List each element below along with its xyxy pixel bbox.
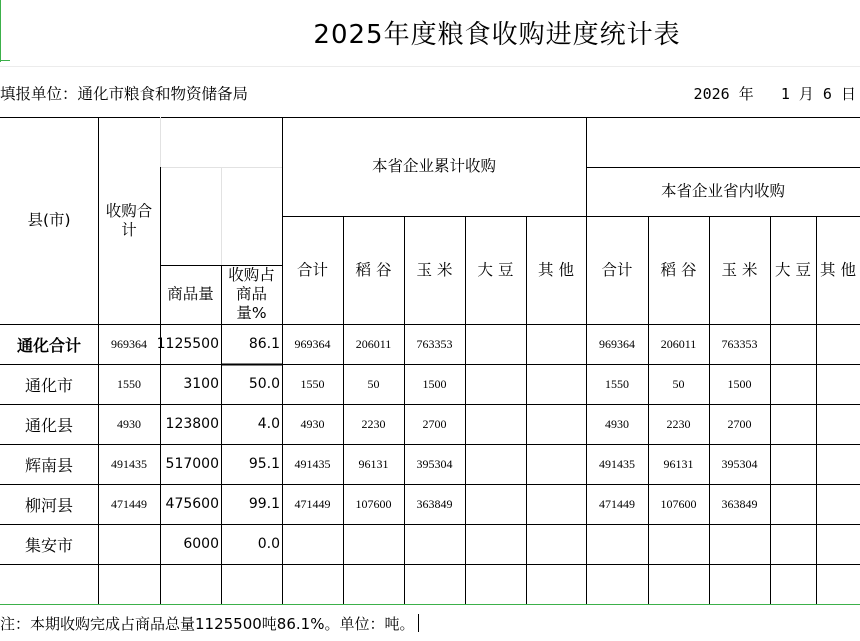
row-total-purchase: 471449 — [111, 496, 147, 511]
header-commodity: 商品量 — [167, 285, 214, 303]
row-prov-3 — [770, 404, 816, 444]
row-cum-0: 1550 — [300, 376, 325, 391]
row-prov-1: 50 — [672, 376, 685, 391]
footnote — [0, 613, 419, 634]
row-cum-3 — [465, 564, 526, 604]
header-cum-other: 其 他 — [538, 260, 574, 279]
row-prov-1: 206011 — [660, 336, 697, 351]
row-cum-1: 107600 — [355, 496, 392, 511]
row-county-name: 通化市 — [24, 375, 73, 395]
row-commodity: 1125500 — [156, 336, 219, 352]
date-month-label: 月 — [798, 85, 814, 103]
row-cum-1: 206011 — [355, 336, 392, 351]
row-cum-2: 395304 — [416, 456, 453, 471]
row-prov-2 — [709, 524, 770, 564]
header-cum-total: 合计 — [296, 260, 328, 279]
header-cum-rice: 稻 谷 — [355, 260, 392, 279]
row-prov-4 — [816, 364, 860, 404]
row-ratio: 0.0 — [257, 536, 280, 552]
row-commodity: 475600 — [165, 496, 219, 512]
row-total-purchase — [98, 524, 160, 564]
row-county-name: 集安市 — [24, 535, 73, 555]
row-prov-0: 1550 — [605, 376, 629, 391]
row-cum-4 — [526, 324, 586, 364]
row-cum-0: 491435 — [294, 456, 331, 471]
row-county-name: 通化县 — [24, 415, 73, 435]
row-cum-1 — [343, 524, 404, 564]
header-prov-soybean: 大 豆 — [775, 260, 811, 279]
row-prov-3 — [770, 524, 816, 564]
row-prov-4 — [816, 404, 860, 444]
row-cum-1 — [343, 564, 404, 604]
row-prov-2: 363849 — [721, 496, 758, 511]
row-cum-2: 2700 — [422, 416, 447, 431]
row-commodity: 3100 — [183, 376, 219, 392]
row-ratio — [221, 564, 282, 604]
header-county: 县(市) — [27, 211, 71, 229]
header-prov-rice: 稻 谷 — [660, 260, 697, 279]
footnote-text: 注：本期收购完成占商品总量1125500吨86.1%。单位：吨。 — [0, 615, 415, 633]
date-month: 1 — [780, 85, 790, 103]
row-total-purchase: 491435 — [111, 456, 147, 471]
row-cum-2 — [404, 564, 465, 604]
row-cum-2: 763353 — [416, 336, 453, 351]
row-prov-1 — [648, 564, 709, 604]
row-commodity: 123800 — [165, 416, 219, 432]
row-cum-0: 969364 — [294, 336, 331, 351]
row-prov-2: 763353 — [721, 336, 758, 351]
row-total-purchase: 1550 — [117, 376, 141, 391]
row-ratio: 50.0 — [248, 376, 280, 392]
header-cum-corn: 玉 米 — [416, 260, 453, 279]
row-cum-2: 1500 — [422, 376, 447, 391]
row-prov-0: 969364 — [599, 336, 635, 351]
row-cum-4 — [526, 524, 586, 564]
row-cum-2 — [404, 524, 465, 564]
report-date — [694, 83, 856, 104]
row-prov-3 — [770, 444, 816, 484]
row-prov-2: 395304 — [721, 456, 758, 471]
row-cum-1: 50 — [367, 376, 380, 391]
row-cum-0 — [282, 564, 343, 604]
sheet-bottom-edge — [0, 604, 860, 605]
date-day-label: 日 — [840, 85, 856, 103]
row-prov-1: 107600 — [660, 496, 697, 511]
row-prov-3 — [770, 364, 816, 404]
row-prov-4 — [816, 524, 860, 564]
row-ratio: 95.1 — [248, 456, 280, 472]
row-cum-4 — [526, 444, 586, 484]
header-cum-soybean: 大 豆 — [477, 260, 514, 279]
row-cum-3 — [465, 444, 526, 484]
date-year: 2026 — [693, 85, 730, 103]
row-prov-0: 4930 — [605, 416, 629, 431]
row-prov-2: 1500 — [727, 376, 752, 391]
row-prov-0 — [586, 564, 648, 604]
row-cum-4 — [526, 364, 586, 404]
row-cum-0: 471449 — [294, 496, 331, 511]
row-prov-3 — [770, 324, 816, 364]
date-day: 6 — [822, 85, 832, 103]
header-group-in-province: 本省企业省内收购 — [660, 182, 785, 200]
row-cum-0: 4930 — [300, 416, 325, 431]
row-commodity: 6000 — [183, 536, 219, 552]
page-title: 2025年度粮食收购进度统计表 — [313, 20, 681, 50]
row-prov-4 — [816, 564, 860, 604]
row-cum-4 — [526, 564, 586, 604]
header-prov-total: 合计 — [601, 260, 633, 279]
row-ratio: 86.1 — [248, 336, 280, 352]
row-county-name: 辉南县 — [24, 455, 73, 475]
row-commodity — [160, 564, 221, 604]
title-divider — [0, 66, 860, 67]
row-cum-3 — [465, 404, 526, 444]
row-prov-0 — [586, 524, 648, 564]
row-prov-2: 2700 — [727, 416, 752, 431]
row-cum-3 — [465, 364, 526, 404]
row-total-purchase — [98, 564, 160, 604]
row-prov-3 — [770, 484, 816, 524]
header-prov-corn: 玉 米 — [721, 260, 758, 279]
row-prov-4 — [816, 484, 860, 524]
row-county-name — [0, 564, 98, 604]
row-prov-1: 96131 — [663, 456, 694, 471]
row-prov-0: 471449 — [599, 496, 635, 511]
row-commodity: 517000 — [165, 456, 219, 472]
row-cum-0 — [282, 524, 343, 564]
header-total-purchase: 收购合计 — [105, 201, 153, 239]
purchase-table — [0, 117, 860, 605]
header-group-cumulative: 本省企业累计收购 — [371, 157, 496, 175]
row-prov-3 — [770, 564, 816, 604]
row-ratio: 99.1 — [248, 496, 280, 512]
text-cursor — [418, 614, 419, 632]
header-ratio: 收购占商品量% — [228, 266, 275, 322]
row-cum-1: 2230 — [361, 416, 386, 431]
row-cum-3 — [465, 484, 526, 524]
row-cum-4 — [526, 484, 586, 524]
row-cum-1: 96131 — [358, 456, 389, 471]
row-total-purchase: 969364 — [111, 336, 147, 351]
row-cum-4 — [526, 404, 586, 444]
row-cum-3 — [465, 524, 526, 564]
row-county-name: 通化合计 — [16, 335, 81, 355]
row-prov-4 — [816, 324, 860, 364]
sheet-corner — [0, 60, 10, 61]
row-ratio: 4.0 — [257, 416, 280, 432]
row-total-purchase: 4930 — [117, 416, 141, 431]
date-year-label: 年 — [738, 85, 754, 103]
row-prov-1: 2230 — [666, 416, 691, 431]
row-cum-2: 363849 — [416, 496, 453, 511]
row-prov-2 — [709, 564, 770, 604]
row-prov-4 — [816, 444, 860, 484]
header-prov-other: 其 他 — [820, 260, 856, 279]
row-prov-1 — [648, 524, 709, 564]
row-cum-3 — [465, 324, 526, 364]
row-county-name: 柳河县 — [24, 495, 73, 515]
row-prov-0: 491435 — [599, 456, 635, 471]
reporting-unit: 填报单位：通化市粮食和物资储备局 — [0, 85, 249, 103]
